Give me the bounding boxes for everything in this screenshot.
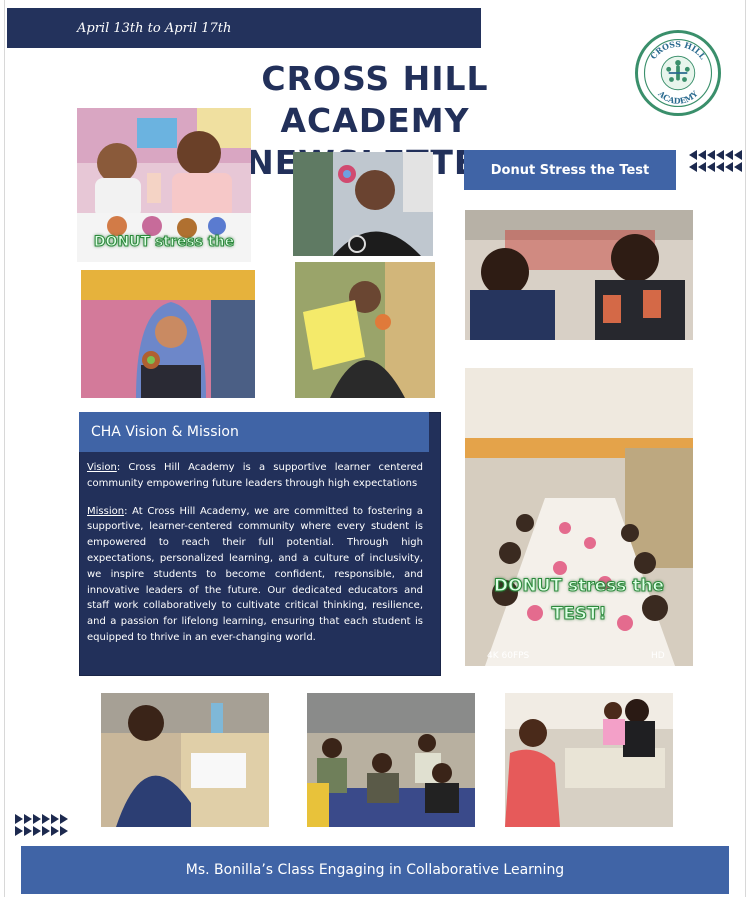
class-caption: Ms. Bonilla’s Class Engaging in Collaborative Learning	[185, 862, 565, 878]
photo-girl-hijab-donut	[81, 270, 255, 398]
decorative-arrows-top	[689, 150, 742, 160]
logo-text-bottom: ACADEMY	[656, 89, 700, 106]
vision-paragraph	[87, 460, 423, 492]
photo-fps-label: 4K 60FPS	[487, 651, 530, 661]
photo-girls-with-drinks	[77, 108, 251, 262]
photo-classroom-table-donut-test	[465, 368, 693, 666]
photo-caption-donut-stress-large: DONUT stress the	[493, 576, 665, 596]
photo-boy-holding-donut	[293, 152, 433, 256]
photo-girl-holding-paper	[295, 262, 435, 398]
vision-mission-text	[87, 460, 423, 658]
mission-paragraph	[87, 504, 423, 646]
newsletter-page	[4, 0, 746, 897]
donut-stress-test-button[interactable]: Donut Stress the Test	[464, 150, 676, 190]
vision-statement: : Cross Hill Academy is a supportive learner centered community empowering future leaders through high expectations	[87, 462, 423, 489]
class-caption-banner	[21, 846, 729, 894]
logo-text-top: CROSS HILL	[648, 39, 708, 62]
decorative-arrows-bottom-2	[15, 826, 68, 836]
mission-statement: : At Cross Hill Academy, we are committed to fostering a supportive, learner-centered community where every student is empowered to reach their full potential. Through high expectations, personalized learning, and a culture of inclusivity, we inspire students to become confident, responsible, and innovative leaders of the future. Our dedicated educators and staff work collaboratively to cultivate critical thinking, resilience, and a passion for lifelong learning, ensuring that each student is equipped to thrive in an ever-changing world.	[87, 505, 423, 643]
photo-caption-donut-stress: DONUT stress the	[93, 234, 235, 250]
vision-label: Vision	[87, 462, 117, 473]
mission-label: Mission	[87, 505, 125, 517]
photo-hd-label: HD	[651, 651, 665, 661]
vision-mission-heading: CHA Vision & Mission	[79, 412, 429, 452]
photo-boy-writing	[101, 693, 269, 827]
title-line-1: CROSS HILL ACADEMY	[261, 59, 489, 140]
decorative-arrows-top-2	[689, 162, 742, 172]
photo-girls-at-desks	[505, 693, 673, 827]
photo-group-on-rug	[307, 693, 475, 827]
date-range: April 13th to April 17th	[77, 20, 232, 36]
photo-caption-test: TEST!	[551, 604, 607, 624]
date-banner	[7, 8, 481, 48]
decorative-arrows-bottom	[15, 814, 68, 824]
school-logo	[635, 30, 721, 116]
photo-kids-with-drinks-classroom	[465, 210, 693, 340]
